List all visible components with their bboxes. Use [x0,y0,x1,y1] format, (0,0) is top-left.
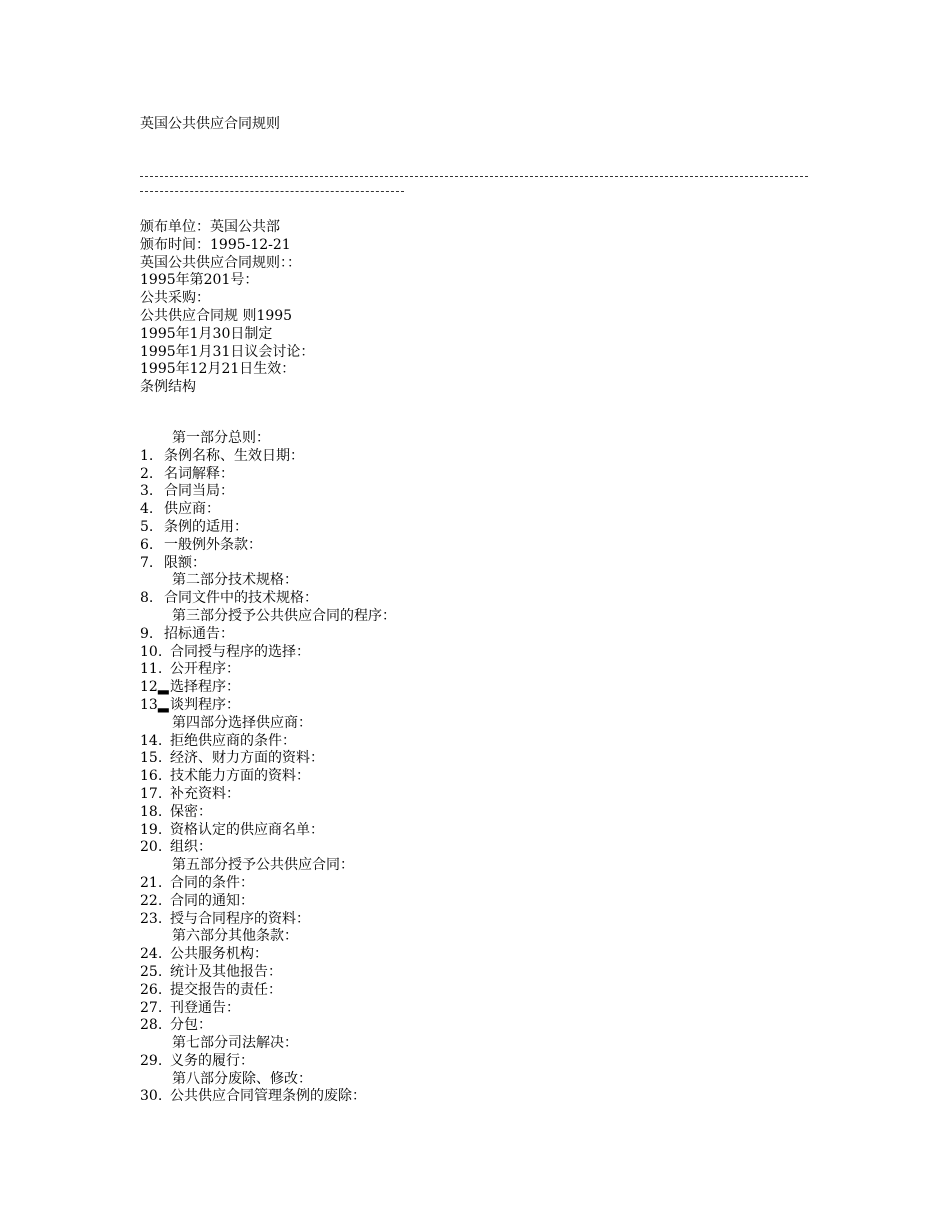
toc-item [140,750,396,768]
meta-effective: 1995年12月21日生效： [140,361,296,378]
toc-item-text: 合同当局： [164,483,234,500]
toc-item [140,733,396,751]
toc-item-text: 补充资料： [170,785,240,802]
toc-item-number: 22. [140,892,163,909]
toc-item-number: 7. [140,554,154,571]
toc-item-text: 限额： [164,554,206,571]
toc-item [140,804,396,822]
toc-item-number: 3. [140,483,154,500]
toc-item-text: 公开程序： [170,661,240,678]
toc-item [140,483,396,501]
toc-item-text: 技术能力方面的资料： [170,768,310,785]
toc-item-text: 条例的适用： [164,518,248,535]
toc-item-number: 10. [140,643,163,660]
toc-item-text: 刊登通告： [170,999,240,1016]
toc-item [140,697,396,715]
toc-item-text: 拒绝供应商的条件： [170,732,296,749]
toc-item-number: 27. [140,999,163,1016]
toc-item [140,893,396,911]
toc-part-heading: 第七部分司法解决： [172,1035,298,1052]
toc-item-number: 16. [140,768,163,785]
toc-item-number: 11. [140,661,163,678]
toc-item-number: 24. [140,946,163,963]
toc-item [140,822,396,840]
toc-item-text: 义务的履行： [170,1052,254,1069]
toc-item-number: 25. [140,963,163,980]
toc-item-text: 合同文件中的技术规格： [164,590,318,607]
toc-item-text: 名词解释： [164,465,234,482]
toc-item [140,448,396,466]
toc-item-number: 5. [140,518,154,535]
toc-item [140,661,396,679]
toc-item-text: 保密： [170,803,212,820]
toc-item-text: 组织： [170,839,212,856]
toc-item [140,1088,396,1106]
meta-issuer: 颁布单位：英国公共部 [140,219,280,235]
toc-item-text: 统计及其他报告： [170,963,282,980]
table-of-contents [140,430,396,1106]
toc-item-text: 分包： [170,1017,212,1034]
toc-part-heading: 第三部分授予公共供应合同的程序： [172,607,396,624]
toc-item [140,466,396,484]
toc-item [140,501,396,519]
toc-item-number: 2. [140,465,154,482]
meta-number: 1995年第201号： [140,272,259,289]
toc-item-number: 12▂ [140,679,169,696]
toc-item [140,839,396,857]
toc-item-number: 8. [140,590,154,607]
document-meta [140,219,314,397]
toc-item-number: 28. [140,1017,163,1034]
toc-item [140,786,396,804]
toc-part-heading: 第八部分废除、修改： [172,1070,312,1087]
toc-item [140,626,396,644]
toc-item [140,679,396,697]
toc-item-number: 13▂ [140,696,169,713]
toc-item-number: 30. [140,1088,163,1105]
toc-item-number: 26. [140,981,163,998]
meta-enacted: 1995年1月30日制定 [140,325,273,342]
meta-category: 公共采购： [140,290,210,307]
toc-item-text: 合同的通知： [170,892,254,909]
toc-item [140,1053,396,1071]
toc-item-number: 4. [140,501,154,518]
separator-line-continued [140,191,404,192]
toc-item-number: 1. [140,447,154,464]
toc-item-text: 选择程序： [170,679,240,696]
document-title: 英国公共供应合同规则 [140,116,280,132]
toc-item-text: 合同的条件： [170,874,254,891]
toc-item-text: 供应商： [164,501,220,518]
toc-item-number: 17. [140,785,163,802]
toc-item [140,911,396,929]
toc-item-text: 公共供应合同管理条例的废除： [170,1088,366,1105]
toc-item-text: 资格认定的供应商名单： [170,821,324,838]
toc-item-text: 招标通告： [164,625,234,642]
toc-item-number: 19. [140,821,163,838]
meta-debated: 1995年1月31日议会讨论： [140,343,315,360]
toc-item [140,982,396,1000]
toc-part-heading: 第四部分选择供应商： [172,714,312,731]
toc-item-number: 18. [140,803,163,820]
toc-item-number: 23. [140,910,163,927]
toc-item [140,1000,396,1018]
toc-item-number: 15. [140,750,163,767]
toc-item [140,964,396,982]
toc-item [140,875,396,893]
toc-part-heading: 第二部分技术规格： [172,572,298,589]
toc-item-text: 条例名称、生效日期： [164,447,304,464]
toc-item-text: 提交报告的责任： [170,981,282,998]
toc-item [140,537,396,555]
meta-date: 颁布时间：1995-12-21 [140,236,291,253]
toc-item [140,519,396,537]
toc-part-heading: 第五部分授予公共供应合同： [172,857,354,874]
toc-item-text: 授与合同程序的资料： [170,910,310,927]
toc-item [140,555,396,573]
toc-item-number: 14. [140,732,163,749]
separator-line [140,176,808,177]
meta-structure-heading: 条例结构 [140,379,196,396]
toc-item-number: 6. [140,536,154,553]
toc-item-text: 经济、财力方面的资料： [170,750,324,767]
toc-part-heading: 第一部分总则： [172,430,270,446]
toc-item [140,644,396,662]
toc-item-text: 谈判程序： [170,696,240,713]
toc-item-text: 合同授与程序的选择： [170,643,310,660]
toc-item [140,1017,396,1035]
toc-item-number: 20. [140,839,163,856]
toc-item-number: 29. [140,1052,163,1069]
meta-rule-title: 公共供应合同规 则1995 [140,307,293,324]
toc-item-number: 21. [140,874,163,891]
toc-item-text: 一般例外条款： [164,536,262,553]
toc-item [140,768,396,786]
toc-item [140,590,396,608]
toc-item-number: 9. [140,625,154,642]
toc-part-heading: 第六部分其他条款： [172,928,298,945]
toc-item [140,946,396,964]
meta-rule-name: 英国公共供应合同规则：： [140,254,301,271]
toc-item-text: 公共服务机构： [170,946,268,963]
